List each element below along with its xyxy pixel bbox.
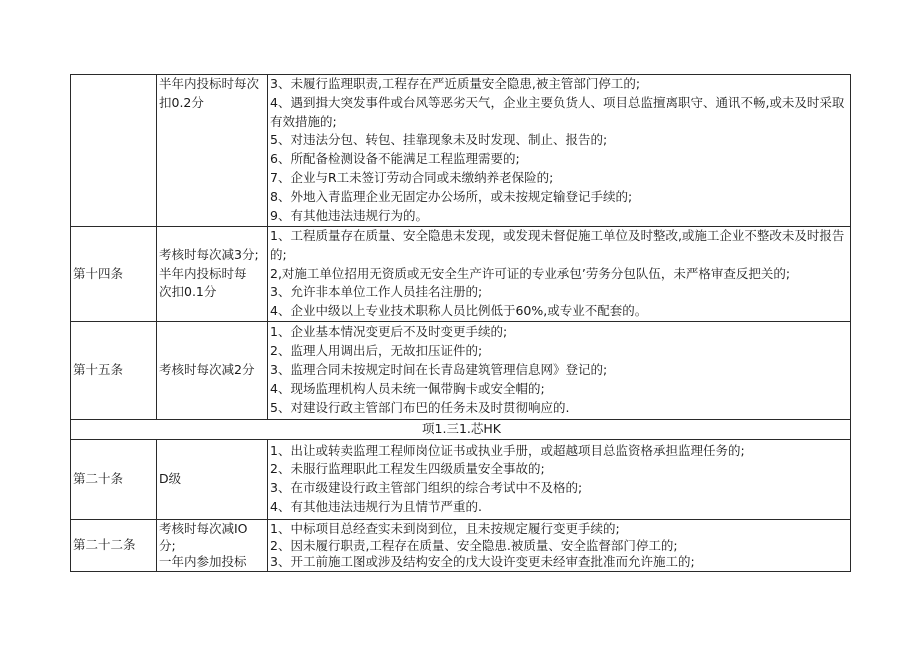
list-item: 2,对施工单位招用无资质或无安全生产许可证的专业承包’劳务分包队伍，未严格审查反把关的; — [270, 265, 791, 281]
penalty-line: D级 — [159, 470, 182, 486]
penalty-cell — [157, 227, 268, 322]
section-heading: 项1.三1.芯HK — [71, 419, 851, 439]
list-item: 6、所配备检测设备不能满足工程监理需要的; — [270, 151, 520, 167]
items-cell — [268, 227, 851, 322]
list-item: 3、未履行监理职责,工程存在严近质量安全隐患,被主管部门停工的; — [270, 76, 641, 91]
penalty-line: 半年内投标时每次 — [159, 76, 260, 91]
table-row — [71, 519, 851, 571]
list-item: 3、监理合同未按规定时间在长青岛建筑管理信息网》登记的; — [270, 362, 608, 378]
list-item: 8、外地入青监理企业无固定办公场所，或未按规定输登记手续的; — [270, 188, 633, 204]
penalty-line: 考核时每次减IO — [159, 520, 248, 536]
list-item: 5、对建设行政主管部门布巴的任务未及时贯彻响应的. — [270, 399, 570, 415]
penalty-line: 半年内投标时每 — [159, 265, 247, 281]
article-cell — [71, 75, 157, 227]
items-cell — [268, 439, 851, 519]
items-cell — [268, 519, 851, 571]
table-row — [71, 321, 851, 419]
section-row — [71, 419, 851, 439]
article-cell: 第十四条 — [71, 227, 157, 322]
list-item: 5、对违法分包、转包、挂靠现象未及时发现、制止、报告的; — [270, 132, 608, 148]
table-row — [71, 439, 851, 519]
items-cell — [268, 75, 851, 227]
penalty-cell — [157, 439, 268, 519]
list-item: 2、监理人用调出后，无故扣压证件的; — [270, 343, 483, 359]
table-row — [71, 227, 851, 322]
list-item: 3、允许非本单位工作人员挂名注册的; — [270, 284, 483, 300]
rules-table — [70, 74, 851, 572]
table-row — [71, 75, 851, 227]
list-item: 4、遇到揖大突发事件或台风等恶劣天气，企业主要负货人、项目总监擅离职守、通讯不畅,或未及时采取有效措施的; — [270, 94, 845, 129]
list-item: 1、中标项目总经查实未到岗到位，且未按规定履行变更手续的; — [270, 520, 620, 536]
penalty-cell — [157, 519, 268, 571]
list-item: 7、企业与R工未签订劳动合同或未缴纳养老保险的; — [270, 169, 554, 185]
list-item: 3、在市级建设行政主管部门组织的综合考试中不及格的; — [270, 480, 583, 496]
article-cell: 第二十二条 — [71, 519, 157, 571]
article-cell: 第二十条 — [71, 439, 157, 519]
penalty-line: 扣0.2分 — [159, 94, 204, 110]
list-item: 2、未服行监理职此工程发生四级质量安全事故的; — [270, 461, 545, 477]
penalty-line: 考核时每次减2分 — [159, 362, 255, 378]
list-item: 1、出让或转卖监理工程师岗位证书或执业手册，或超越项目总监资格承担监理任务的; — [270, 442, 745, 458]
list-item: 4、企业中级以上专业技术职称人员比例低于60%,或专业不配套的。 — [270, 303, 648, 319]
penalty-line: 分; — [159, 537, 176, 553]
list-item: 4、有其他违法违规行为且情节严重的. — [270, 499, 482, 515]
penalty-cell — [157, 321, 268, 419]
list-item: 3、开工前施工图或涉及结构安全的戊大设许变更未经审查批准而允许施工的; — [270, 553, 695, 569]
list-item: 4、现场监理机构人员未统一佩带胸卡或安全帽的; — [270, 380, 545, 396]
list-item: 2、因未履行职责,工程存在质量、安全隐患.被质量、安全监督部门停工的; — [270, 537, 678, 553]
penalty-cell — [157, 75, 268, 227]
list-item: 1、工程质量存在质量、安全隐患未发现，或发现未督促施工单位及时整改,或施工企业不整改未及时报告的; — [270, 228, 845, 262]
items-cell — [268, 321, 851, 419]
penalty-line: 考核时每次减3分; — [159, 246, 259, 262]
penalty-line: 一年内参加投标 — [159, 553, 247, 569]
penalty-line: 次扣0.1分 — [159, 284, 217, 300]
article-cell: 第十五条 — [71, 321, 157, 419]
list-item: 1、企业基本情况变更后不及时变更手续的; — [270, 324, 508, 340]
list-item: 9、有其他违法违规行为的。 — [270, 207, 428, 223]
